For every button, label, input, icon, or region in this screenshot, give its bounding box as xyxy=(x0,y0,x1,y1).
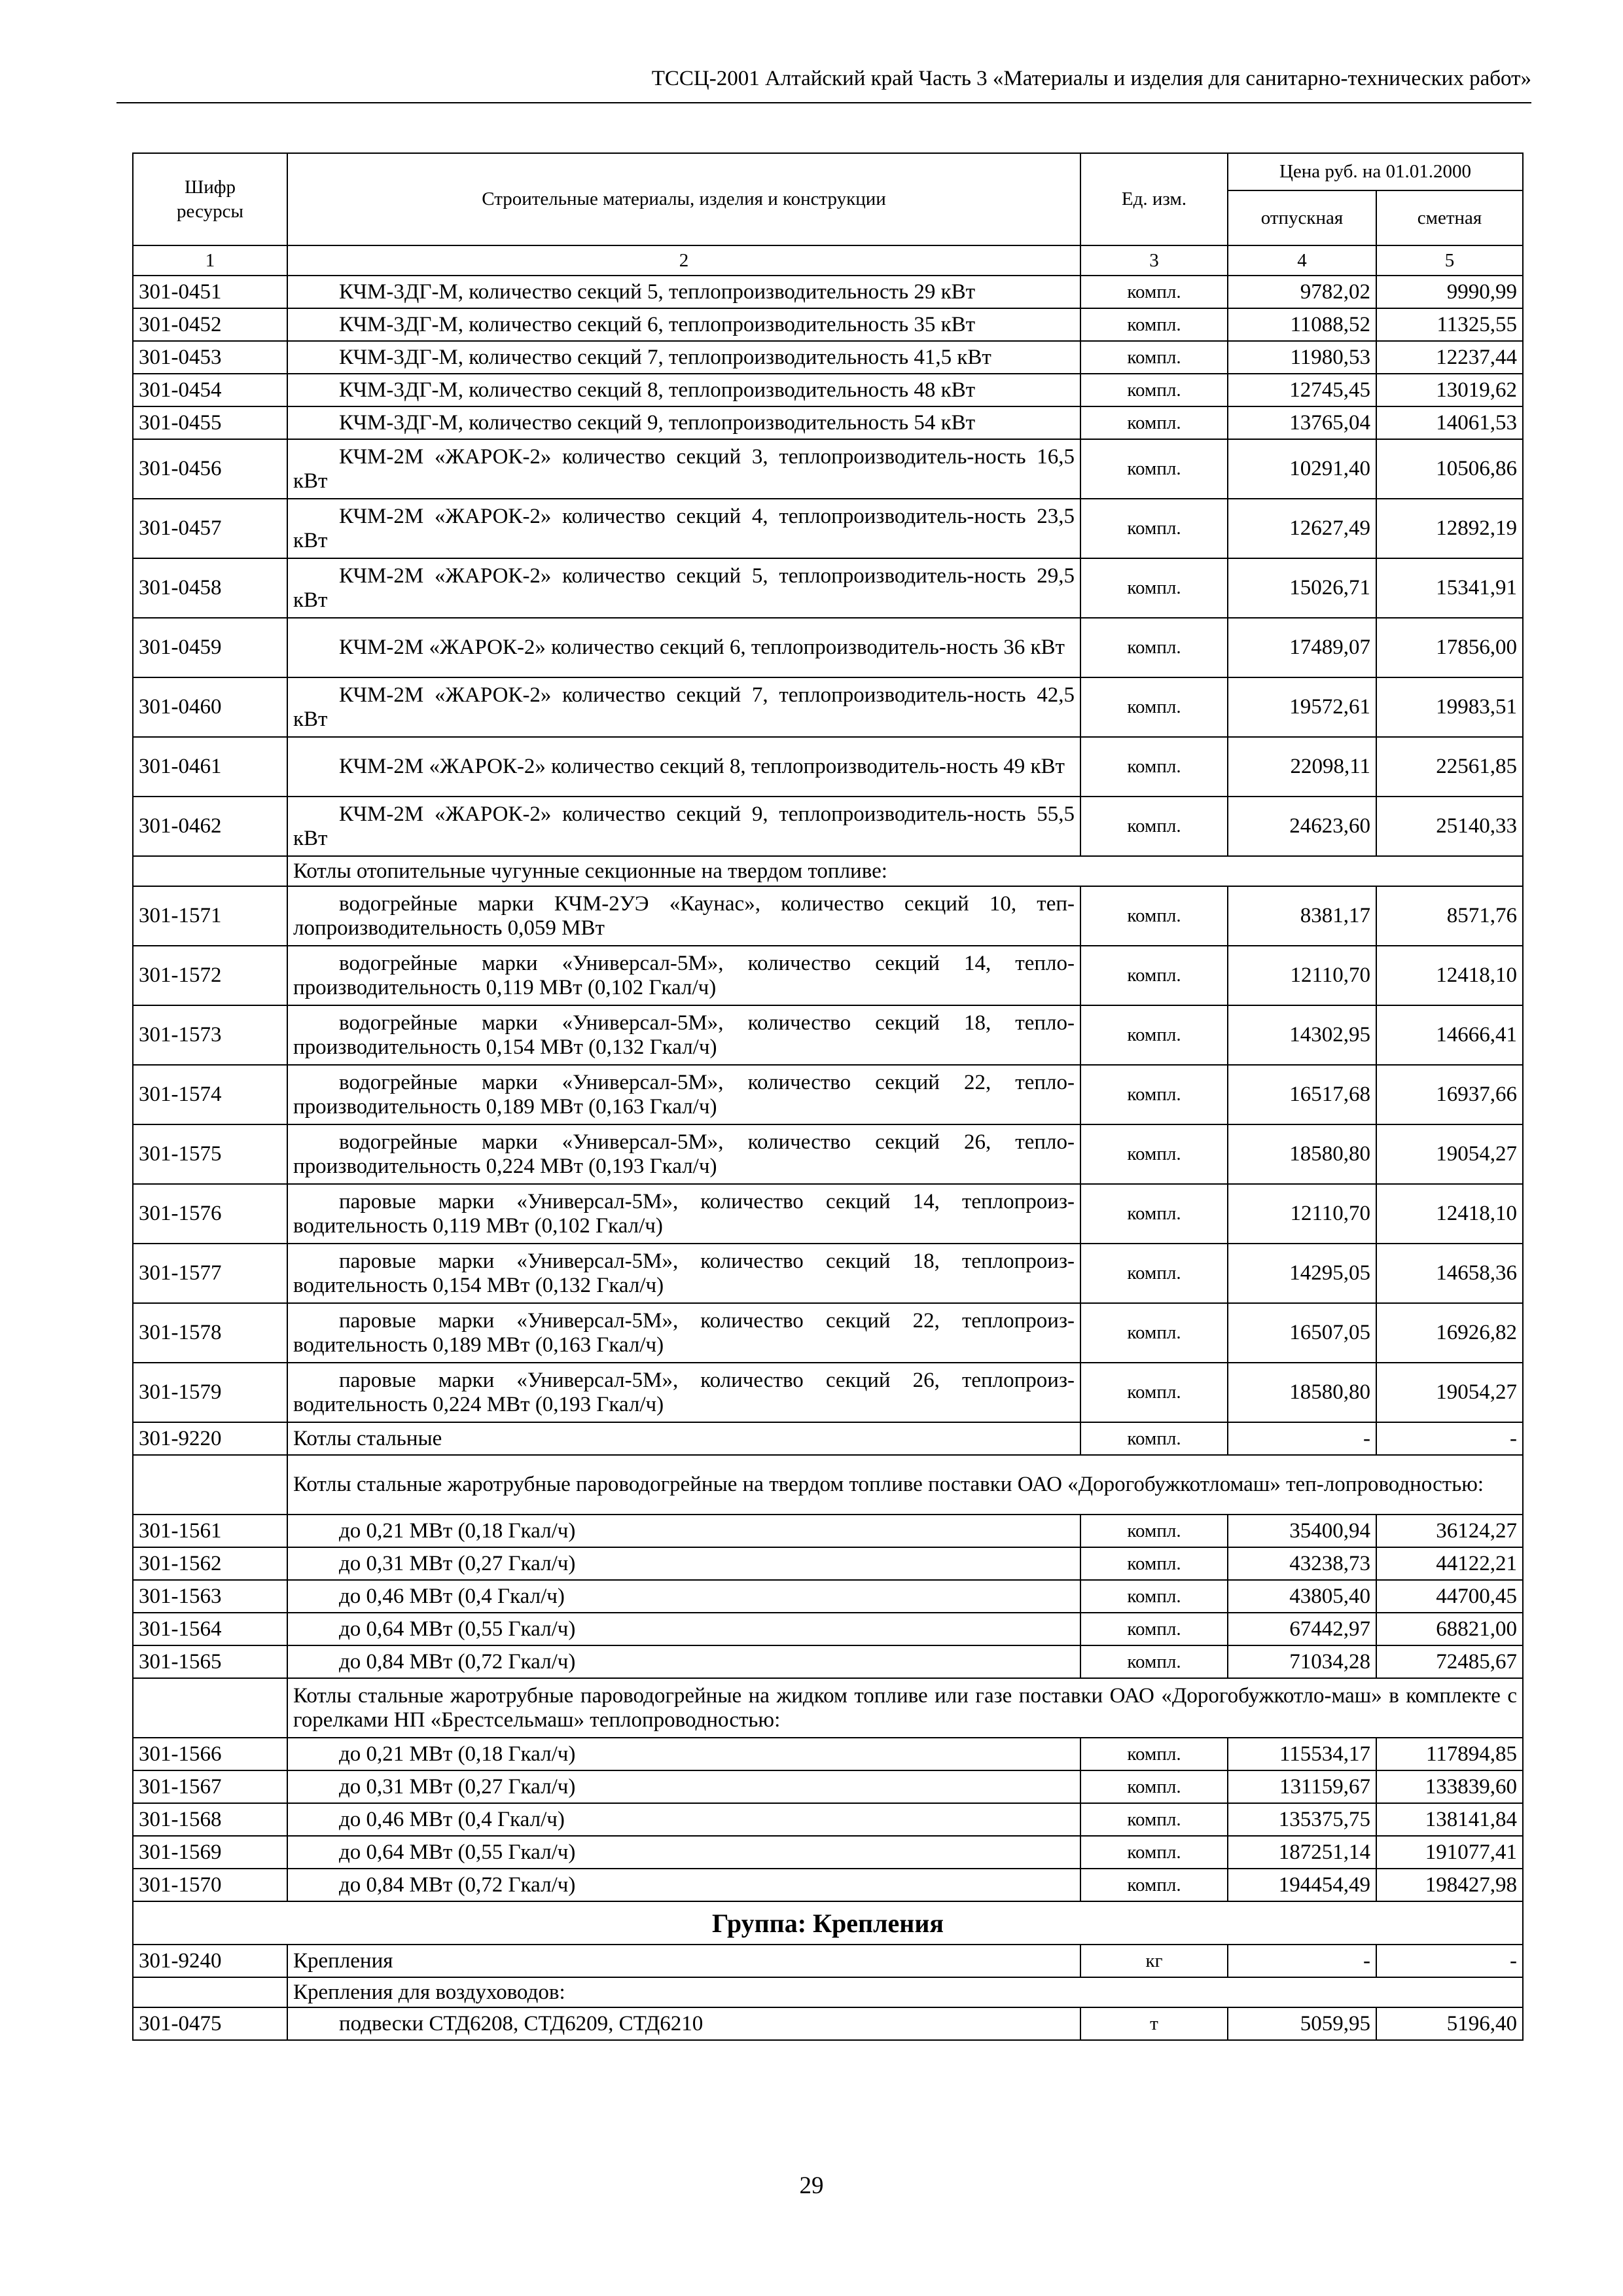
header-estimate-price: сметная xyxy=(1376,190,1523,245)
price-table xyxy=(132,152,1524,2041)
item-description-text: до 0,64 МВт (0,55 Гкал/ч) xyxy=(339,1840,576,1864)
header-description: Строительные материалы, изделия и конструкции xyxy=(287,153,1080,245)
estimate-price: 9990,99 xyxy=(1376,276,1523,308)
release-price: 22098,11 xyxy=(1228,737,1376,797)
resource-code: 301-0459 xyxy=(133,618,287,677)
item-description-text: КЧМ-3ДГ-М, количество секций 5, теплопроизводительность 29 кВт xyxy=(339,279,976,304)
resource-code: 301-0457 xyxy=(133,499,287,558)
item-description-text: до 0,31 МВт (0,27 Гкал/ч) xyxy=(339,1551,576,1575)
table-row xyxy=(133,1515,1523,1547)
item-description-text: КЧМ-2М «ЖАРОК-2» количество секций 8, теплопроизводитель-ность 49 кВт xyxy=(339,755,1065,778)
table-row xyxy=(133,677,1523,737)
resource-code: 301-1573 xyxy=(133,1005,287,1065)
resource-code: 301-1576 xyxy=(133,1184,287,1244)
table-row xyxy=(133,558,1523,618)
item-description xyxy=(287,1184,1080,1244)
item-description-text: до 0,21 МВт (0,18 Гкал/ч) xyxy=(339,1742,576,1766)
estimate-price: 13019,62 xyxy=(1376,374,1523,406)
table-row xyxy=(133,797,1523,856)
release-price: - xyxy=(1228,1945,1376,1977)
estimate-price: - xyxy=(1376,1945,1523,1977)
table-row xyxy=(133,1065,1523,1124)
item-description-text: КЧМ-2М «ЖАРОК-2» количество секций 5, теплопроизводитель-ность 29,5 кВт xyxy=(293,564,1075,612)
unit-of-measure: компл. xyxy=(1080,797,1228,856)
resource-code: 301-1572 xyxy=(133,946,287,1005)
table-row xyxy=(133,341,1523,374)
section-title: Котлы стальные жаротрубные пароводогрейные на жидком топливе или газе поставки ОАО «Дорогобужкотло-маш» в комплекте с горелками НП «Брестсельмаш» теплопроводностью: xyxy=(287,1678,1523,1738)
release-price: 115534,17 xyxy=(1228,1738,1376,1770)
item-description-text: КЧМ-3ДГ-М, количество секций 9, теплопроизводительность 54 кВт xyxy=(339,410,976,435)
resource-code: 301-1578 xyxy=(133,1303,287,1363)
release-price: 16507,05 xyxy=(1228,1303,1376,1363)
resource-code: 301-9240 xyxy=(133,1945,287,1977)
item-description-text: водогрейные марки «Универсал-5М», количество секций 26, тепло-производительность 0,224 МВт (0,193 Гкал/ч) xyxy=(293,1130,1075,1178)
table-row xyxy=(133,1005,1523,1065)
item-description xyxy=(287,1803,1080,1836)
resource-code: 301-1571 xyxy=(133,886,287,946)
resource-code: 301-1577 xyxy=(133,1244,287,1303)
page-number: 29 xyxy=(799,2172,824,2199)
item-description-text: подвески СТД6208, СТД6209, СТД6210 xyxy=(339,2011,704,2036)
column-number: 5 xyxy=(1376,245,1523,276)
resource-code: 301-0455 xyxy=(133,406,287,439)
unit-of-measure: компл. xyxy=(1080,499,1228,558)
section-row xyxy=(133,1678,1523,1738)
section-title: Котлы отопительные чугунные секционные на твердом топливе: xyxy=(287,856,1523,886)
unit-of-measure: компл. xyxy=(1080,1803,1228,1836)
table-row xyxy=(133,1303,1523,1363)
item-description xyxy=(287,1770,1080,1803)
unit-of-measure: компл. xyxy=(1080,737,1228,797)
table-row xyxy=(133,1803,1523,1836)
release-price: 43238,73 xyxy=(1228,1547,1376,1580)
item-description xyxy=(287,2007,1080,2040)
item-description xyxy=(287,406,1080,439)
item-description xyxy=(287,618,1080,677)
item-description xyxy=(287,1645,1080,1678)
item-description-text: КЧМ-2М «ЖАРОК-2» количество секций 6, теплопроизводитель-ность 36 кВт xyxy=(339,636,1065,659)
unit-of-measure: компл. xyxy=(1080,1645,1228,1678)
resource-code: 301-1567 xyxy=(133,1770,287,1803)
estimate-price: 12418,10 xyxy=(1376,946,1523,1005)
table-row xyxy=(133,406,1523,439)
estimate-price: 68821,00 xyxy=(1376,1613,1523,1645)
item-description-text: КЧМ-3ДГ-М, количество секций 6, теплопроизводительность 35 кВт xyxy=(339,312,976,336)
item-description xyxy=(287,1836,1080,1869)
resource-code: 301-0460 xyxy=(133,677,287,737)
release-price: 18580,80 xyxy=(1228,1363,1376,1422)
unit-of-measure: компл. xyxy=(1080,1303,1228,1363)
estimate-price: 198427,98 xyxy=(1376,1869,1523,1901)
release-price: 12745,45 xyxy=(1228,374,1376,406)
unit-of-measure: компл. xyxy=(1080,439,1228,499)
unit-of-measure: компл. xyxy=(1080,1184,1228,1244)
table-row xyxy=(133,1244,1523,1303)
resource-code: 301-1566 xyxy=(133,1738,287,1770)
unit-of-measure: компл. xyxy=(1080,1738,1228,1770)
estimate-price: 36124,27 xyxy=(1376,1515,1523,1547)
item-description-text: КЧМ-2М «ЖАРОК-2» количество секций 3, теплопроизводитель-ность 16,5 кВт xyxy=(293,444,1075,493)
release-price: 135375,75 xyxy=(1228,1803,1376,1836)
resource-code: 301-1574 xyxy=(133,1065,287,1124)
estimate-price: 72485,67 xyxy=(1376,1645,1523,1678)
section-spacer xyxy=(133,856,287,886)
unit-of-measure: компл. xyxy=(1080,677,1228,737)
item-description xyxy=(287,1363,1080,1422)
item-description xyxy=(287,1303,1080,1363)
item-description xyxy=(287,1515,1080,1547)
unit-of-measure: компл. xyxy=(1080,946,1228,1005)
resource-code: 301-1565 xyxy=(133,1645,287,1678)
unit-of-measure: компл. xyxy=(1080,558,1228,618)
group-row xyxy=(133,1901,1523,1945)
table-row xyxy=(133,439,1523,499)
item-description xyxy=(287,677,1080,737)
resource-code: 301-0461 xyxy=(133,737,287,797)
item-description xyxy=(287,374,1080,406)
release-price: 13765,04 xyxy=(1228,406,1376,439)
estimate-price: 12892,19 xyxy=(1376,499,1523,558)
release-price: 11980,53 xyxy=(1228,341,1376,374)
column-number: 4 xyxy=(1228,245,1376,276)
resource-code: 301-0458 xyxy=(133,558,287,618)
group-title: Группа: Крепления xyxy=(133,1901,1523,1945)
unit-of-measure: кг xyxy=(1080,1945,1228,1977)
table-row xyxy=(133,1547,1523,1580)
release-price: 35400,94 xyxy=(1228,1515,1376,1547)
column-number: 3 xyxy=(1080,245,1228,276)
estimate-price: 10506,86 xyxy=(1376,439,1523,499)
section-spacer xyxy=(133,1455,287,1515)
estimate-price: 25140,33 xyxy=(1376,797,1523,856)
item-description-text: КЧМ-2М «ЖАРОК-2» количество секций 7, теплопроизводитель-ность 42,5 кВт xyxy=(293,683,1075,731)
release-price: 11088,52 xyxy=(1228,308,1376,341)
table-row xyxy=(133,1124,1523,1184)
section-spacer xyxy=(133,1977,287,2007)
header-rule xyxy=(116,102,1531,103)
table-row xyxy=(133,1945,1523,1977)
item-description-text: водогрейные марки «Универсал-5М», количество секций 14, тепло-производительность 0,119 МВт (0,102 Гкал/ч) xyxy=(293,951,1075,999)
item-description-text: водогрейные марки КЧМ-2УЭ «Каунас», количество секций 10, теп-лопроизводительность 0,059 МВт xyxy=(293,891,1075,940)
item-description-text: паровые марки «Универсал-5М», количество секций 14, теплопроиз-водительность 0,119 МВт (0,102 Гкал/ч) xyxy=(293,1189,1075,1238)
item-description xyxy=(287,1945,1080,1977)
estimate-price: 17856,00 xyxy=(1376,618,1523,677)
section-row xyxy=(133,1977,1523,2007)
unit-of-measure: компл. xyxy=(1080,1770,1228,1803)
resource-code: 301-0453 xyxy=(133,341,287,374)
release-price: 12110,70 xyxy=(1228,1184,1376,1244)
unit-of-measure: компл. xyxy=(1080,1836,1228,1869)
table-row xyxy=(133,1184,1523,1244)
section-row xyxy=(133,856,1523,886)
item-description-text: паровые марки «Универсал-5М», количество секций 18, теплопроиз-водительность 0,154 МВт (0,132 Гкал/ч) xyxy=(293,1249,1075,1297)
unit-of-measure: компл. xyxy=(1080,1244,1228,1303)
release-price: 17489,07 xyxy=(1228,618,1376,677)
unit-of-measure: компл. xyxy=(1080,1363,1228,1422)
table-row xyxy=(133,276,1523,308)
estimate-price: 12418,10 xyxy=(1376,1184,1523,1244)
item-description-text: водогрейные марки «Универсал-5М», количество секций 22, тепло-производительность 0,189 МВт (0,163 Гкал/ч) xyxy=(293,1070,1075,1119)
item-description xyxy=(287,1124,1080,1184)
page-header-title: ТССЦ-2001 Алтайский край Часть 3 «Материалы и изделия для санитарно-технических работ» xyxy=(651,67,1531,90)
section-title: Крепления для воздуховодов: xyxy=(287,1977,1523,2007)
resource-code: 301-0452 xyxy=(133,308,287,341)
estimate-price: 14061,53 xyxy=(1376,406,1523,439)
release-price: 15026,71 xyxy=(1228,558,1376,618)
unit-of-measure: компл. xyxy=(1080,1613,1228,1645)
item-description xyxy=(287,886,1080,946)
resource-code: 301-1561 xyxy=(133,1515,287,1547)
column-number: 2 xyxy=(287,245,1080,276)
item-description xyxy=(287,308,1080,341)
unit-of-measure: компл. xyxy=(1080,341,1228,374)
resource-code: 301-0454 xyxy=(133,374,287,406)
estimate-price: 133839,60 xyxy=(1376,1770,1523,1803)
resource-code: 301-0456 xyxy=(133,439,287,499)
item-description-text: КЧМ-3ДГ-М, количество секций 7, теплопроизводительность 41,5 кВт xyxy=(339,345,991,369)
item-description-text: Котлы стальные xyxy=(293,1426,442,1450)
table-row xyxy=(133,737,1523,797)
item-description-text: до 0,46 МВт (0,4 Гкал/ч) xyxy=(339,1807,565,1831)
table-row xyxy=(133,1363,1523,1422)
release-price: 12627,49 xyxy=(1228,499,1376,558)
release-price: 14302,95 xyxy=(1228,1005,1376,1065)
item-description xyxy=(287,946,1080,1005)
unit-of-measure: компл. xyxy=(1080,1005,1228,1065)
item-description xyxy=(287,1547,1080,1580)
unit-of-measure: компл. xyxy=(1080,276,1228,308)
item-description xyxy=(287,737,1080,797)
item-description-text: до 0,64 МВт (0,55 Гкал/ч) xyxy=(339,1617,576,1641)
estimate-price: 8571,76 xyxy=(1376,886,1523,946)
table-row xyxy=(133,1836,1523,1869)
section-spacer xyxy=(133,1678,287,1738)
estimate-price: - xyxy=(1376,1422,1523,1455)
estimate-price: 16937,66 xyxy=(1376,1065,1523,1124)
table-row xyxy=(133,374,1523,406)
resource-code: 301-1579 xyxy=(133,1363,287,1422)
item-description xyxy=(287,1005,1080,1065)
item-description-text: Крепления xyxy=(293,1948,393,1973)
item-description xyxy=(287,1613,1080,1645)
release-price: 10291,40 xyxy=(1228,439,1376,499)
unit-of-measure: компл. xyxy=(1080,406,1228,439)
item-description-text: до 0,31 МВт (0,27 Гкал/ч) xyxy=(339,1774,576,1799)
header-code: Шифр ресурсы xyxy=(133,153,287,245)
estimate-price: 19054,27 xyxy=(1376,1124,1523,1184)
item-description xyxy=(287,1244,1080,1303)
header-unit: Ед. изм. xyxy=(1080,153,1228,245)
release-price: 24623,60 xyxy=(1228,797,1376,856)
item-description-text: до 0,46 МВт (0,4 Гкал/ч) xyxy=(339,1584,565,1608)
estimate-price: 12237,44 xyxy=(1376,341,1523,374)
release-price: 187251,14 xyxy=(1228,1836,1376,1869)
item-description-text: паровые марки «Универсал-5М», количество секций 22, теплопроиз-водительность 0,189 МВт (0,163 Гкал/ч) xyxy=(293,1308,1075,1357)
item-description-text: до 0,84 МВт (0,72 Гкал/ч) xyxy=(339,1873,576,1897)
resource-code: 301-0451 xyxy=(133,276,287,308)
release-price: 5059,95 xyxy=(1228,2007,1376,2040)
item-description-text: КЧМ-3ДГ-М, количество секций 8, теплопроизводительность 48 кВт xyxy=(339,378,976,402)
table-header xyxy=(133,153,1523,276)
item-description xyxy=(287,797,1080,856)
resource-code: 301-1563 xyxy=(133,1580,287,1613)
estimate-price: 19054,27 xyxy=(1376,1363,1523,1422)
item-description xyxy=(287,1869,1080,1901)
table-row xyxy=(133,308,1523,341)
header-release-price: отпускная xyxy=(1228,190,1376,245)
estimate-price: 11325,55 xyxy=(1376,308,1523,341)
estimate-price: 117894,85 xyxy=(1376,1738,1523,1770)
table-body xyxy=(133,276,1523,2040)
release-price: 71034,28 xyxy=(1228,1645,1376,1678)
table-row xyxy=(133,946,1523,1005)
unit-of-measure: компл. xyxy=(1080,1422,1228,1455)
resource-code: 301-0475 xyxy=(133,2007,287,2040)
table-row xyxy=(133,1580,1523,1613)
section-row xyxy=(133,1455,1523,1515)
table-row xyxy=(133,1613,1523,1645)
item-description-text: до 0,21 МВт (0,18 Гкал/ч) xyxy=(339,1518,576,1543)
item-description xyxy=(287,1580,1080,1613)
estimate-price: 15341,91 xyxy=(1376,558,1523,618)
release-price: 12110,70 xyxy=(1228,946,1376,1005)
release-price: 194454,49 xyxy=(1228,1869,1376,1901)
estimate-price: 19983,51 xyxy=(1376,677,1523,737)
table-row xyxy=(133,1738,1523,1770)
release-price: 18580,80 xyxy=(1228,1124,1376,1184)
resource-code: 301-1564 xyxy=(133,1613,287,1645)
estimate-price: 5196,40 xyxy=(1376,2007,1523,2040)
resource-code: 301-1569 xyxy=(133,1836,287,1869)
table-row xyxy=(133,1645,1523,1678)
resource-code: 301-1575 xyxy=(133,1124,287,1184)
unit-of-measure: компл. xyxy=(1080,308,1228,341)
section-title: Котлы стальные жаротрубные пароводогрейные на твердом топливе поставки ОАО «Дорогобужкотломаш» теп-лопроводностью: xyxy=(287,1455,1523,1515)
estimate-price: 191077,41 xyxy=(1376,1836,1523,1869)
item-description-text: водогрейные марки «Универсал-5М», количество секций 18, тепло-производительность 0,154 МВт (0,132 Гкал/ч) xyxy=(293,1011,1075,1059)
item-description-text: КЧМ-2М «ЖАРОК-2» количество секций 9, теплопроизводитель-ность 55,5 кВт xyxy=(293,802,1075,850)
estimate-price: 44700,45 xyxy=(1376,1580,1523,1613)
unit-of-measure: компл. xyxy=(1080,1869,1228,1901)
item-description xyxy=(287,341,1080,374)
release-price: - xyxy=(1228,1422,1376,1455)
resource-code: 301-1570 xyxy=(133,1869,287,1901)
estimate-price: 14658,36 xyxy=(1376,1244,1523,1303)
item-description xyxy=(287,558,1080,618)
release-price: 19572,61 xyxy=(1228,677,1376,737)
estimate-price: 14666,41 xyxy=(1376,1005,1523,1065)
item-description xyxy=(287,439,1080,499)
table-row xyxy=(133,1770,1523,1803)
item-description xyxy=(287,276,1080,308)
column-number: 1 xyxy=(133,245,287,276)
resource-code: 301-9220 xyxy=(133,1422,287,1455)
item-description xyxy=(287,1065,1080,1124)
release-price: 14295,05 xyxy=(1228,1244,1376,1303)
table-row xyxy=(133,618,1523,677)
table-row xyxy=(133,499,1523,558)
unit-of-measure: компл. xyxy=(1080,886,1228,946)
resource-code: 301-0462 xyxy=(133,797,287,856)
unit-of-measure: компл. xyxy=(1080,618,1228,677)
table-row xyxy=(133,1422,1523,1455)
unit-of-measure: компл. xyxy=(1080,374,1228,406)
unit-of-measure: компл. xyxy=(1080,1547,1228,1580)
table-row xyxy=(133,2007,1523,2040)
header-price: Цена руб. на 01.01.2000 xyxy=(1228,153,1523,190)
table-row xyxy=(133,886,1523,946)
unit-of-measure: компл. xyxy=(1080,1515,1228,1547)
item-description xyxy=(287,1422,1080,1455)
resource-code: 301-1568 xyxy=(133,1803,287,1836)
estimate-price: 138141,84 xyxy=(1376,1803,1523,1836)
release-price: 67442,97 xyxy=(1228,1613,1376,1645)
item-description-text: КЧМ-2М «ЖАРОК-2» количество секций 4, теплопроизводитель-ность 23,5 кВт xyxy=(293,504,1075,552)
item-description-text: до 0,84 МВт (0,72 Гкал/ч) xyxy=(339,1649,576,1674)
estimate-price: 22561,85 xyxy=(1376,737,1523,797)
resource-code: 301-1562 xyxy=(133,1547,287,1580)
unit-of-measure: т xyxy=(1080,2007,1228,2040)
item-description xyxy=(287,499,1080,558)
table-row xyxy=(133,1869,1523,1901)
release-price: 43805,40 xyxy=(1228,1580,1376,1613)
item-description-text: паровые марки «Универсал-5М», количество секций 26, теплопроиз-водительность 0,224 МВт (0,193 Гкал/ч) xyxy=(293,1368,1075,1416)
release-price: 9782,02 xyxy=(1228,276,1376,308)
estimate-price: 16926,82 xyxy=(1376,1303,1523,1363)
unit-of-measure: компл. xyxy=(1080,1580,1228,1613)
release-price: 131159,67 xyxy=(1228,1770,1376,1803)
release-price: 16517,68 xyxy=(1228,1065,1376,1124)
release-price: 8381,17 xyxy=(1228,886,1376,946)
estimate-price: 44122,21 xyxy=(1376,1547,1523,1580)
unit-of-measure: компл. xyxy=(1080,1065,1228,1124)
item-description xyxy=(287,1738,1080,1770)
unit-of-measure: компл. xyxy=(1080,1124,1228,1184)
